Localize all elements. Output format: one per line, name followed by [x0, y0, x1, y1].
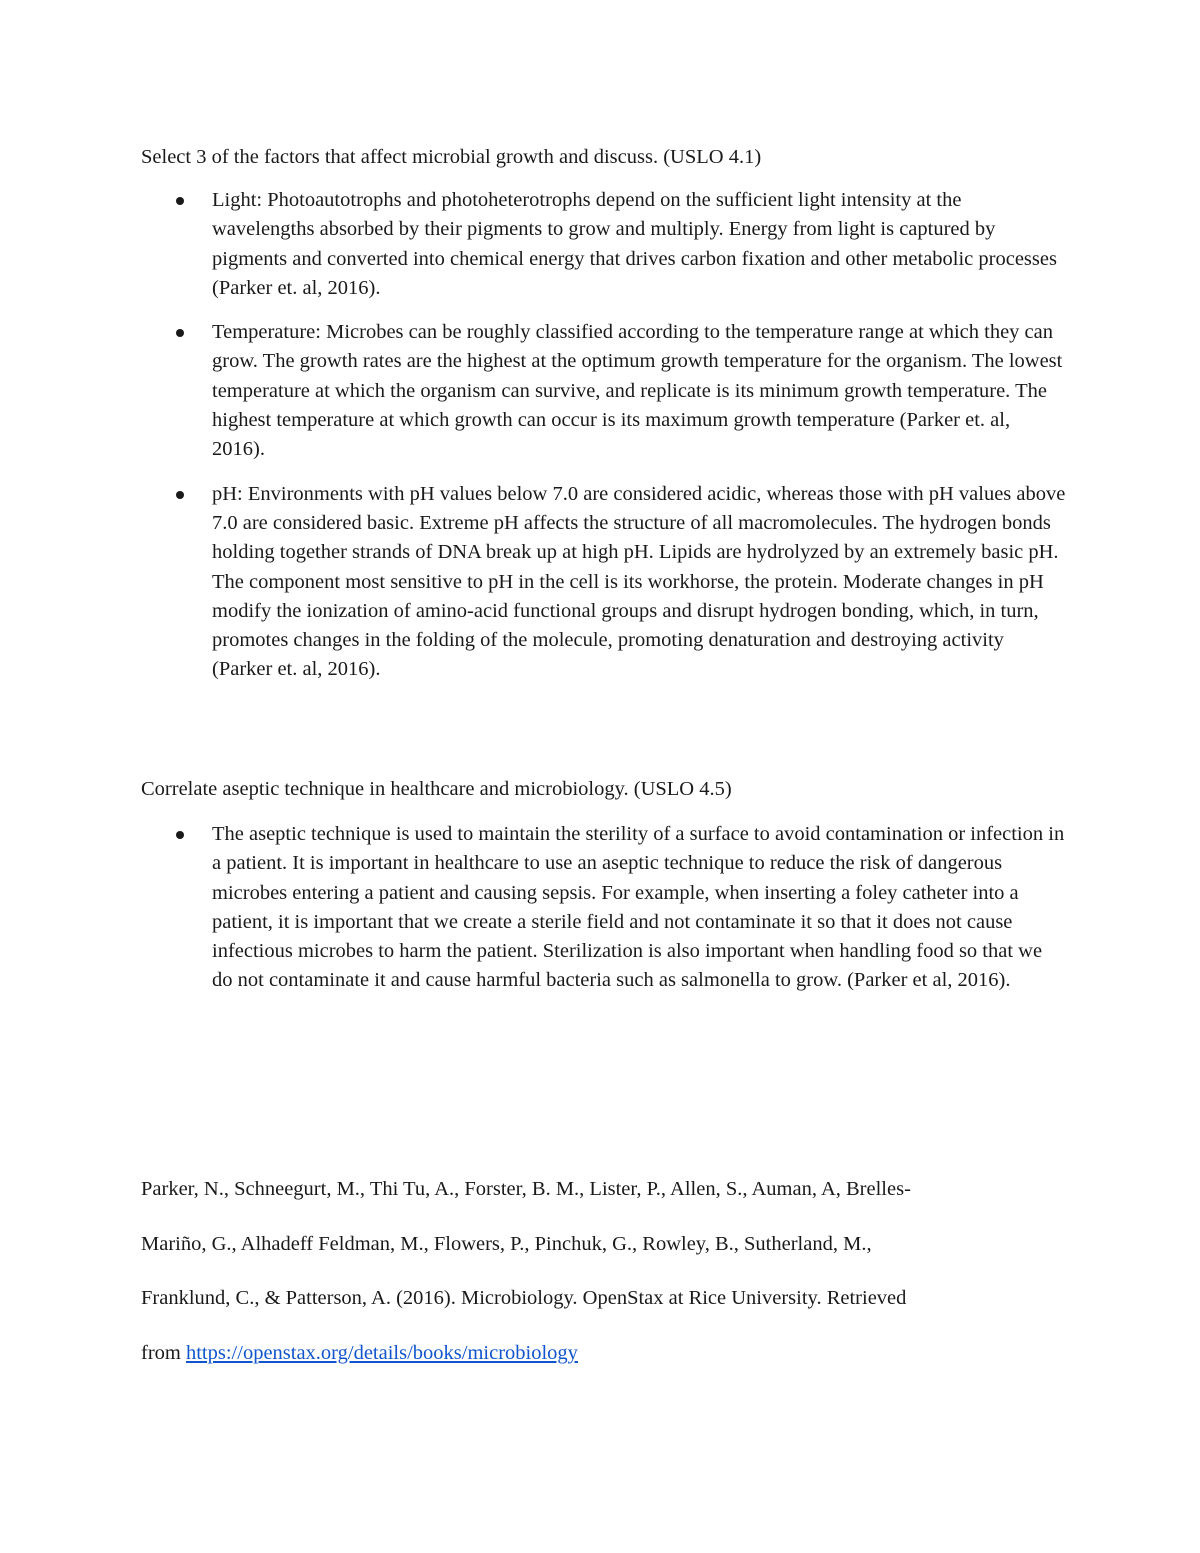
- list-item-text: The aseptic technique is used to maintain the sterility of a surface to avoid contamination or infection in a patient. It is important in healthcare to use an aseptic technique to reduce the risk of dangerous microbes entering a patient and causing sepsis. For example, when inserting a foley catheter into a patient, it is important that we create a sterile field and not contaminate it so that it does not cause infectious microbes to harm the patient. Sterilization is also important when handling food so that we do not contaminate it and cause harmful bacteria such as salmonella to grow. (Parker et al, 2016).: [212, 823, 1065, 992]
- aseptic-technique-list: [141, 820, 1066, 1011]
- list-item-text: Light: Photoautotrophs and photoheterotrophs depend on the sufficient light intensity at the wavelengths absorbed by their pigments to grow and multiply. Energy from light is captured by pigments and converted into chemical energy that drives carbon fixation and other metabolic processes (Parker et. al, 2016).: [212, 189, 1057, 299]
- reference-line: Franklund, C., & Patterson, A. (2016). Microbiology. OpenStax at Rice University. Retrieved: [141, 1287, 907, 1309]
- reference-line: Parker, N., Schneegurt, M., Thi Tu, A., Forster, B. M., Lister, P., Allen, S., Auman, A, Brelles-: [141, 1178, 911, 1200]
- reference-citation: [141, 1175, 1081, 1393]
- list-item-ph: [141, 480, 1066, 685]
- bullet-icon: [176, 491, 184, 499]
- microbial-growth-factor-list: [141, 186, 1066, 700]
- bullet-icon: [176, 329, 184, 337]
- bullet-icon: [176, 197, 184, 205]
- reference-link[interactable]: https://openstax.org/details/books/microbiology: [185, 1341, 578, 1364]
- question-heading-aseptic-technique: Correlate aseptic technique in healthcare and microbiology. (USLO 4.5): [141, 778, 732, 800]
- list-item-light: [141, 186, 1066, 303]
- list-item-aseptic: [141, 820, 1066, 996]
- reference-line-url: [141, 1339, 1081, 1368]
- reference-line: Mariño, G., Alhadeff Feldman, M., Flowers, P., Pinchuk, G., Rowley, B., Sutherland, M.,: [141, 1232, 872, 1255]
- reference-prefix: from: [141, 1341, 186, 1364]
- list-item-text: pH: Environments with pH values below 7.0 are considered acidic, whereas those with pH values above 7.0 are considered basic. Extreme pH affects the structure of all macromolecules. The hydrogen bonds holding together strands of DNA break up at high pH. Lipids are hydrolyzed by an extremely basic pH. The component most sensitive to pH in the cell is its workhorse, the protein. Moderate changes in pH modify the ionization of amino-acid functional groups and disrupt hydrogen bonding, which, in turn, promotes changes in the folding of the molecule, promoting denaturation and destroying activity (Parker et. al, 2016).: [212, 482, 1066, 681]
- question-heading-microbial-growth: Select 3 of the factors that affect microbial growth and discuss. (USLO 4.1): [141, 146, 762, 168]
- list-item-text: Temperature: Microbes can be roughly classified according to the temperature range at which they can grow. The growth rates are the highest at the optimum growth temperature for the organism. The lowest temperature at which the organism can survive, and replicate is its minimum growth temperature. The highest temperature at which growth can occur is its maximum growth temperature (Parker et. al, 2016).: [212, 321, 1063, 461]
- bullet-icon: [176, 831, 184, 839]
- list-item-temperature: [141, 318, 1066, 464]
